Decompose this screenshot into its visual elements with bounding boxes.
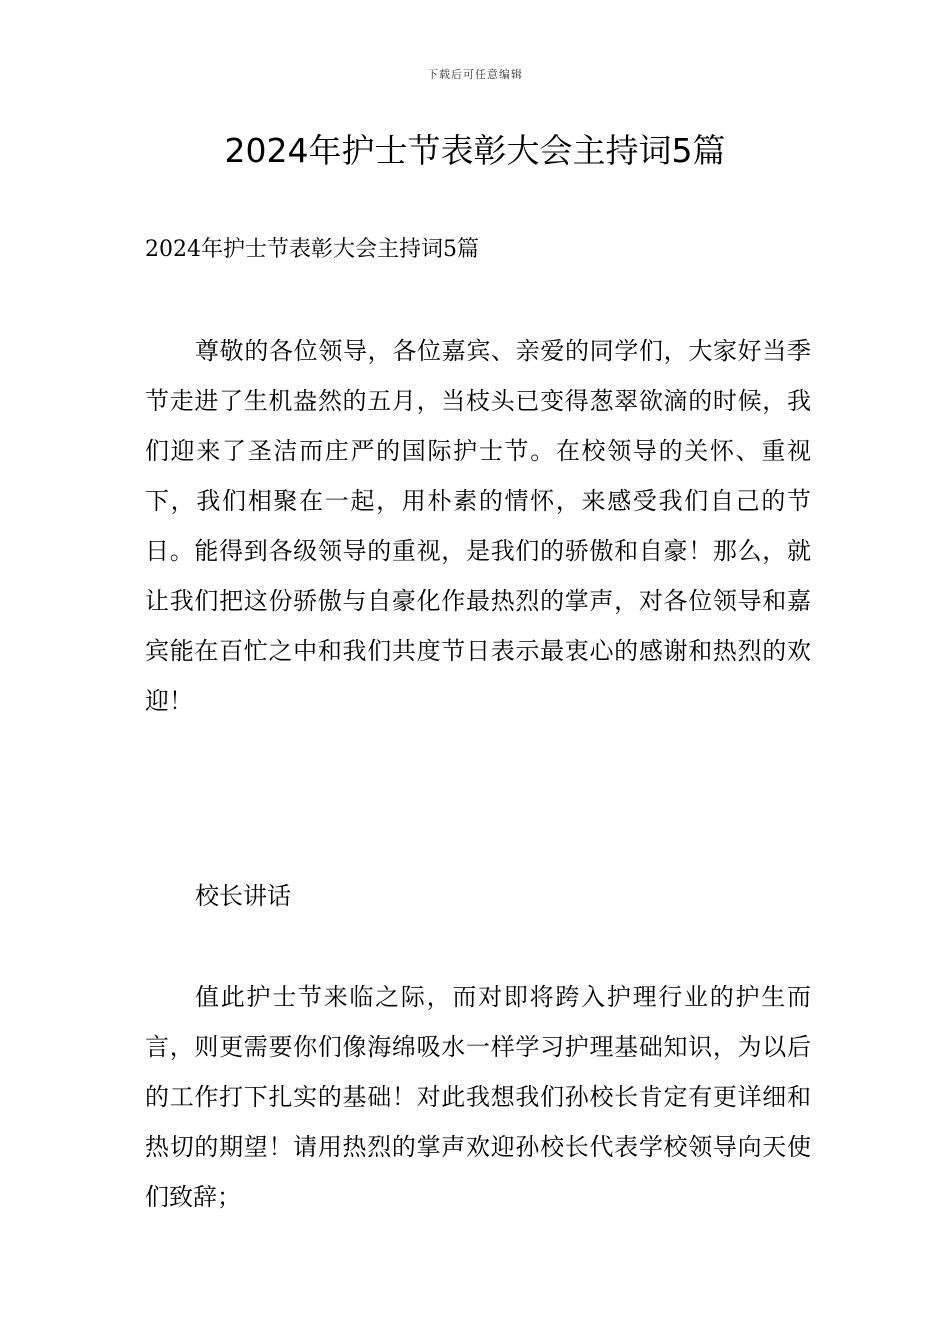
document-subtitle: 2024年护士节表彰大会主持词5篇 xyxy=(145,237,479,262)
header-note: 下载后可任意编辑 xyxy=(427,68,523,81)
document-title: 2024年护士节表彰大会主持词5篇 xyxy=(224,131,726,170)
section-heading-principal-speech: 校长讲话 xyxy=(195,882,291,910)
introduction-paragraph: 值此护士节来临之际，而对即将跨入护理行业的护生而言，则更需要你们像海绵吸水一样学习护理基础知识，为以后的工作打下扎实的基础！对此我想我们孙校长肯定有更详细和热切的期望！请用热烈的掌声欢迎孙校长代表学校领导向天使们致辞； xyxy=(145,983,811,1211)
opening-paragraph: 尊敬的各位领导，各位嘉宾、亲爱的同学们，大家好当季节走进了生机盎然的五月，当枝头已变得葱翠欲滴的时候，我们迎来了圣洁而庄严的国际护士节。在校领导的关怀、重视下，我们相聚在一起，用朴素的情怀，来感受我们自己的节日。能得到各级领导的重视，是我们的骄傲和自豪！那么，就让我们把这份骄傲与自豪化作最热烈的掌声，对各位领导和嘉宾能在百忙之中和我们共度节日表示最衷心的感谢和热烈的欢迎！ xyxy=(145,337,811,715)
